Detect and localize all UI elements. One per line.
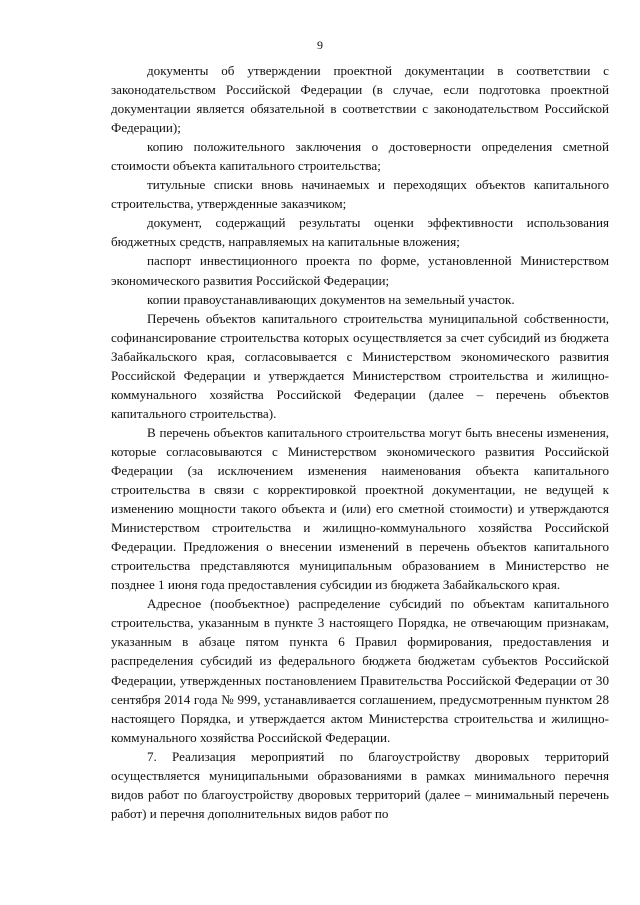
paragraph-investment-passport: паспорт инвестиционного проекта по форме, установленной Министерством экономического развития Российской Федерации; [111,253,609,288]
paragraph-subsidy-distribution: Адресное (пообъектное) распределение субсидий по объектам капитального строительства, указанным в пункте 3 настоящего Порядка, не отвечающим признакам, указанным в абзаце пятом пункта 6 Правил формирования, предоставления и распределения субсидий из федерального бюджета бюджетам субъектов Российской Федерации, утвержденных постановлением Правительства Российской Федерации от 30 сентября 2014 года № 999, устанавливается соглашением, предусмотренным пунктом 28 настоящего Порядка, и утверждается актом Министерства строительства и жилищно-коммунального хозяйства Российской Федерации. [111,596,609,745]
paragraph-project-docs: документы об утверждении проектной документации в соответствии с законодательством Российской Федерации (в случае, если подготовка проектной документации является обязательной в соответствии с законодательством Российской Федерации); [111,63,609,136]
paragraph-objects-list: Перечень объектов капитального строительства муниципальной собственности, софинансирование строительства которых осуществляется за счет субсидий из бюджета Забайкальского края, согласовывается с Министерством экономического развития Российской Федерации и утверждается Министерством строительства и жилищно-коммунального хозяйства Российской Федерации (далее – перечень объектов капитального строительства). [111,310,609,421]
paragraph-list-changes: В перечень объектов капитального строительства могут быть внесены изменения, которые согласовываются с Министерством экономического развития Российской Федерации (за исключением изменения наименования объекта капитального строительства в связи с корректировкой проектной документации, не ведущей к изменению мощности такого объекта и (или) его сметной стоимости) и утверждаются Министерством строительства и жилищно-коммунального хозяйства Российской Федерации. Предложения о внесении изменений в перечень объектов капитального строительства представляются муниципальным образованием в Министерство не позднее 1 июня года предоставления субсидии из бюджета Забайкальского края. [111,424,609,593]
paragraph-efficiency-assessment: документ, содержащий результаты оценки эффективности использования бюджетных средств, направляемых на капитальные вложения; [111,215,609,250]
paragraph-section-7: 7. Реализация мероприятий по благоустройству дворовых территорий осуществляется муниципальными образованиями в рамках минимального перечня видов работ по благоустройству дворовых территорий (далее – минимальный перечень работ) и перечня дополнительных видов работ по [111,748,609,821]
paragraph-title-lists: титульные списки вновь начинаемых и переходящих объектов капитального строительства, утвержденные заказчиком; [111,177,609,212]
paragraph-cost-conclusion: копию положительного заключения о достоверности определения сметной стоимости объекта капитального строительства; [111,139,609,174]
body-text [111,61,609,823]
paragraph-land-documents: копии правоустанавливающих документов на земельный участок. [147,291,515,307]
page-number: 9 [317,38,323,52]
